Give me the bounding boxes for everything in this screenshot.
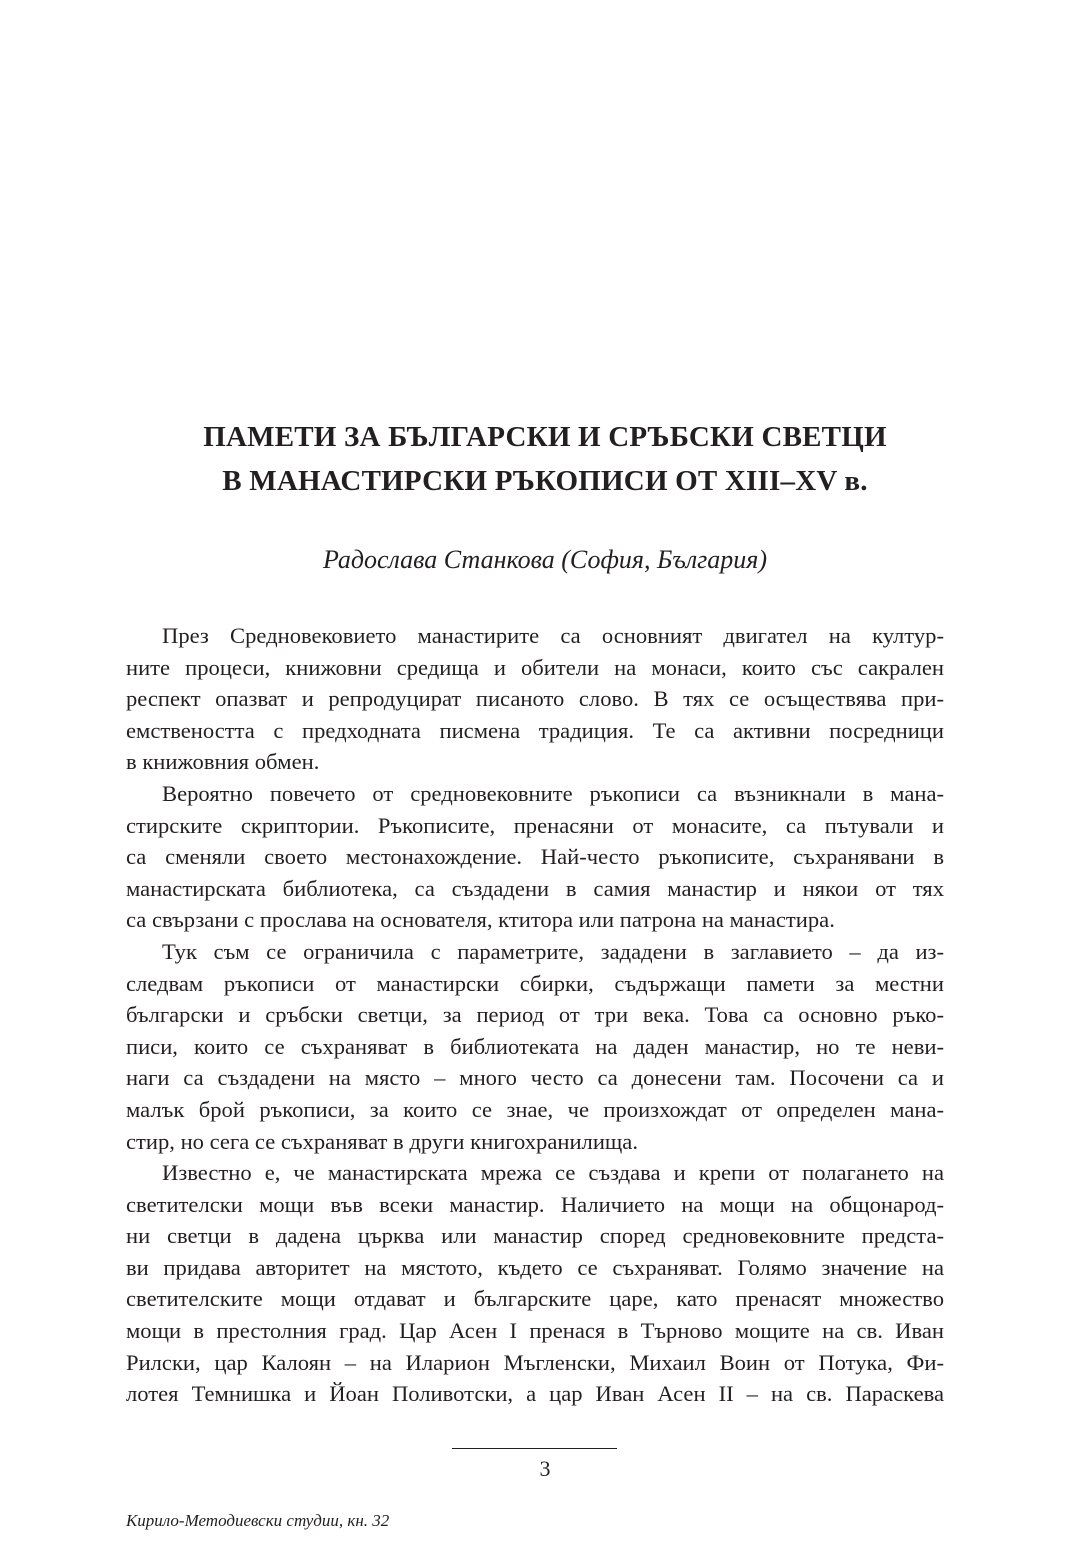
paragraph-1 [126,620,944,778]
author-affiliation: Радослава Станкова (София, България) [322,545,768,574]
text-line: следвам ръкописи от манастирски сбирки, съдържащи памети за местни [126,970,944,996]
text-line: Вероятно повечето от средновековните ръкописи са възникнали в мана- [162,780,944,806]
page-number: 3 [539,1456,551,1481]
text-line: манастирската библиотека, са създадени в самия манастир и някои от тях [126,875,944,901]
text-line: Рилски, цар Калоян – на Иларион Мъгленски, Михаил Воин от Потука, Фи- [126,1349,944,1375]
text-line: български и сръбски светци, за период от три века. Това са основно ръко- [126,1002,944,1028]
text-line: стир, но сега се съхраняват в други книгохранилища. [126,1128,638,1154]
text-line: са сменяли своето местонахождение. Най-често ръкописите, съхранявани в [126,844,944,870]
text-line: писи, които се съхраняват в библиотеката на даден манастир, но те неви- [126,1033,944,1059]
journal-footer: Кирило-Методиевски студии, кн. 32 [126,1511,390,1530]
text-line: Тук съм се ограничила с параметрите, зададени в заглавието – да из- [162,938,944,964]
text-line: ните процеси, книжовни средища и обители на монаси, които със сакрален [126,654,944,680]
text-line: лотея Темнишка и Йоан Поливотски, а цар Иван Асен II – на св. Параскева [126,1381,944,1407]
text-line: наги са създадени на място – много често са донесени там. Посочени са и [126,1065,944,1091]
text-line: светителските мощи отдават и българските царе, като пренасят множество [126,1286,944,1312]
text-line: ни светци в дадена църква или манастир според средновековните предста- [126,1223,944,1249]
text-line: в книжовния обмен. [126,749,320,775]
text-line: През Средновековието манастирите са основният двигател на култур- [162,623,944,648]
text-line: Известно е, че манастирската мрежа се създава и крепи от полагането на [162,1160,944,1186]
text-line: са свързани с прослава на основателя, ктитора или патрона на манастира. [126,907,835,933]
text-line: емствеността с предходната писмена традиция. Те са активни посредници [126,717,944,743]
text-line: мощи в престолния град. Цар Асен I пренася в Търново мощите на св. Иван [126,1318,944,1344]
footnote-divider [452,1448,617,1449]
paragraph-4 [126,1157,944,1410]
text-line: ви придава авторитет на мястото, където се съхраняват. Голямо значение на [126,1254,944,1280]
text-line: респект опазват и репродуцират писаното слово. В тях се осъществява при- [126,686,944,712]
article-title-line-1: ПАМЕТИ ЗА БЪЛГАРСКИ И СРЪБСКИ СВЕТЦИ [203,421,887,453]
paragraph-2 [126,778,944,936]
text-line: стирските скриптории. Ръкописите, пренасяни от монасите, са пътували и [126,812,944,838]
text-line: малък брой ръкописи, за които се знае, че произхождат от определен мана- [126,1096,944,1122]
text-line: светителски мощи във всеки манастир. Наличието на мощи на общонарод- [126,1191,944,1217]
article-title-line-2: В МАНАСТИРСКИ РЪКОПИСИ ОТ XIII–XV в. [222,465,868,497]
paragraph-3 [126,936,944,1157]
article-body [126,620,944,1410]
